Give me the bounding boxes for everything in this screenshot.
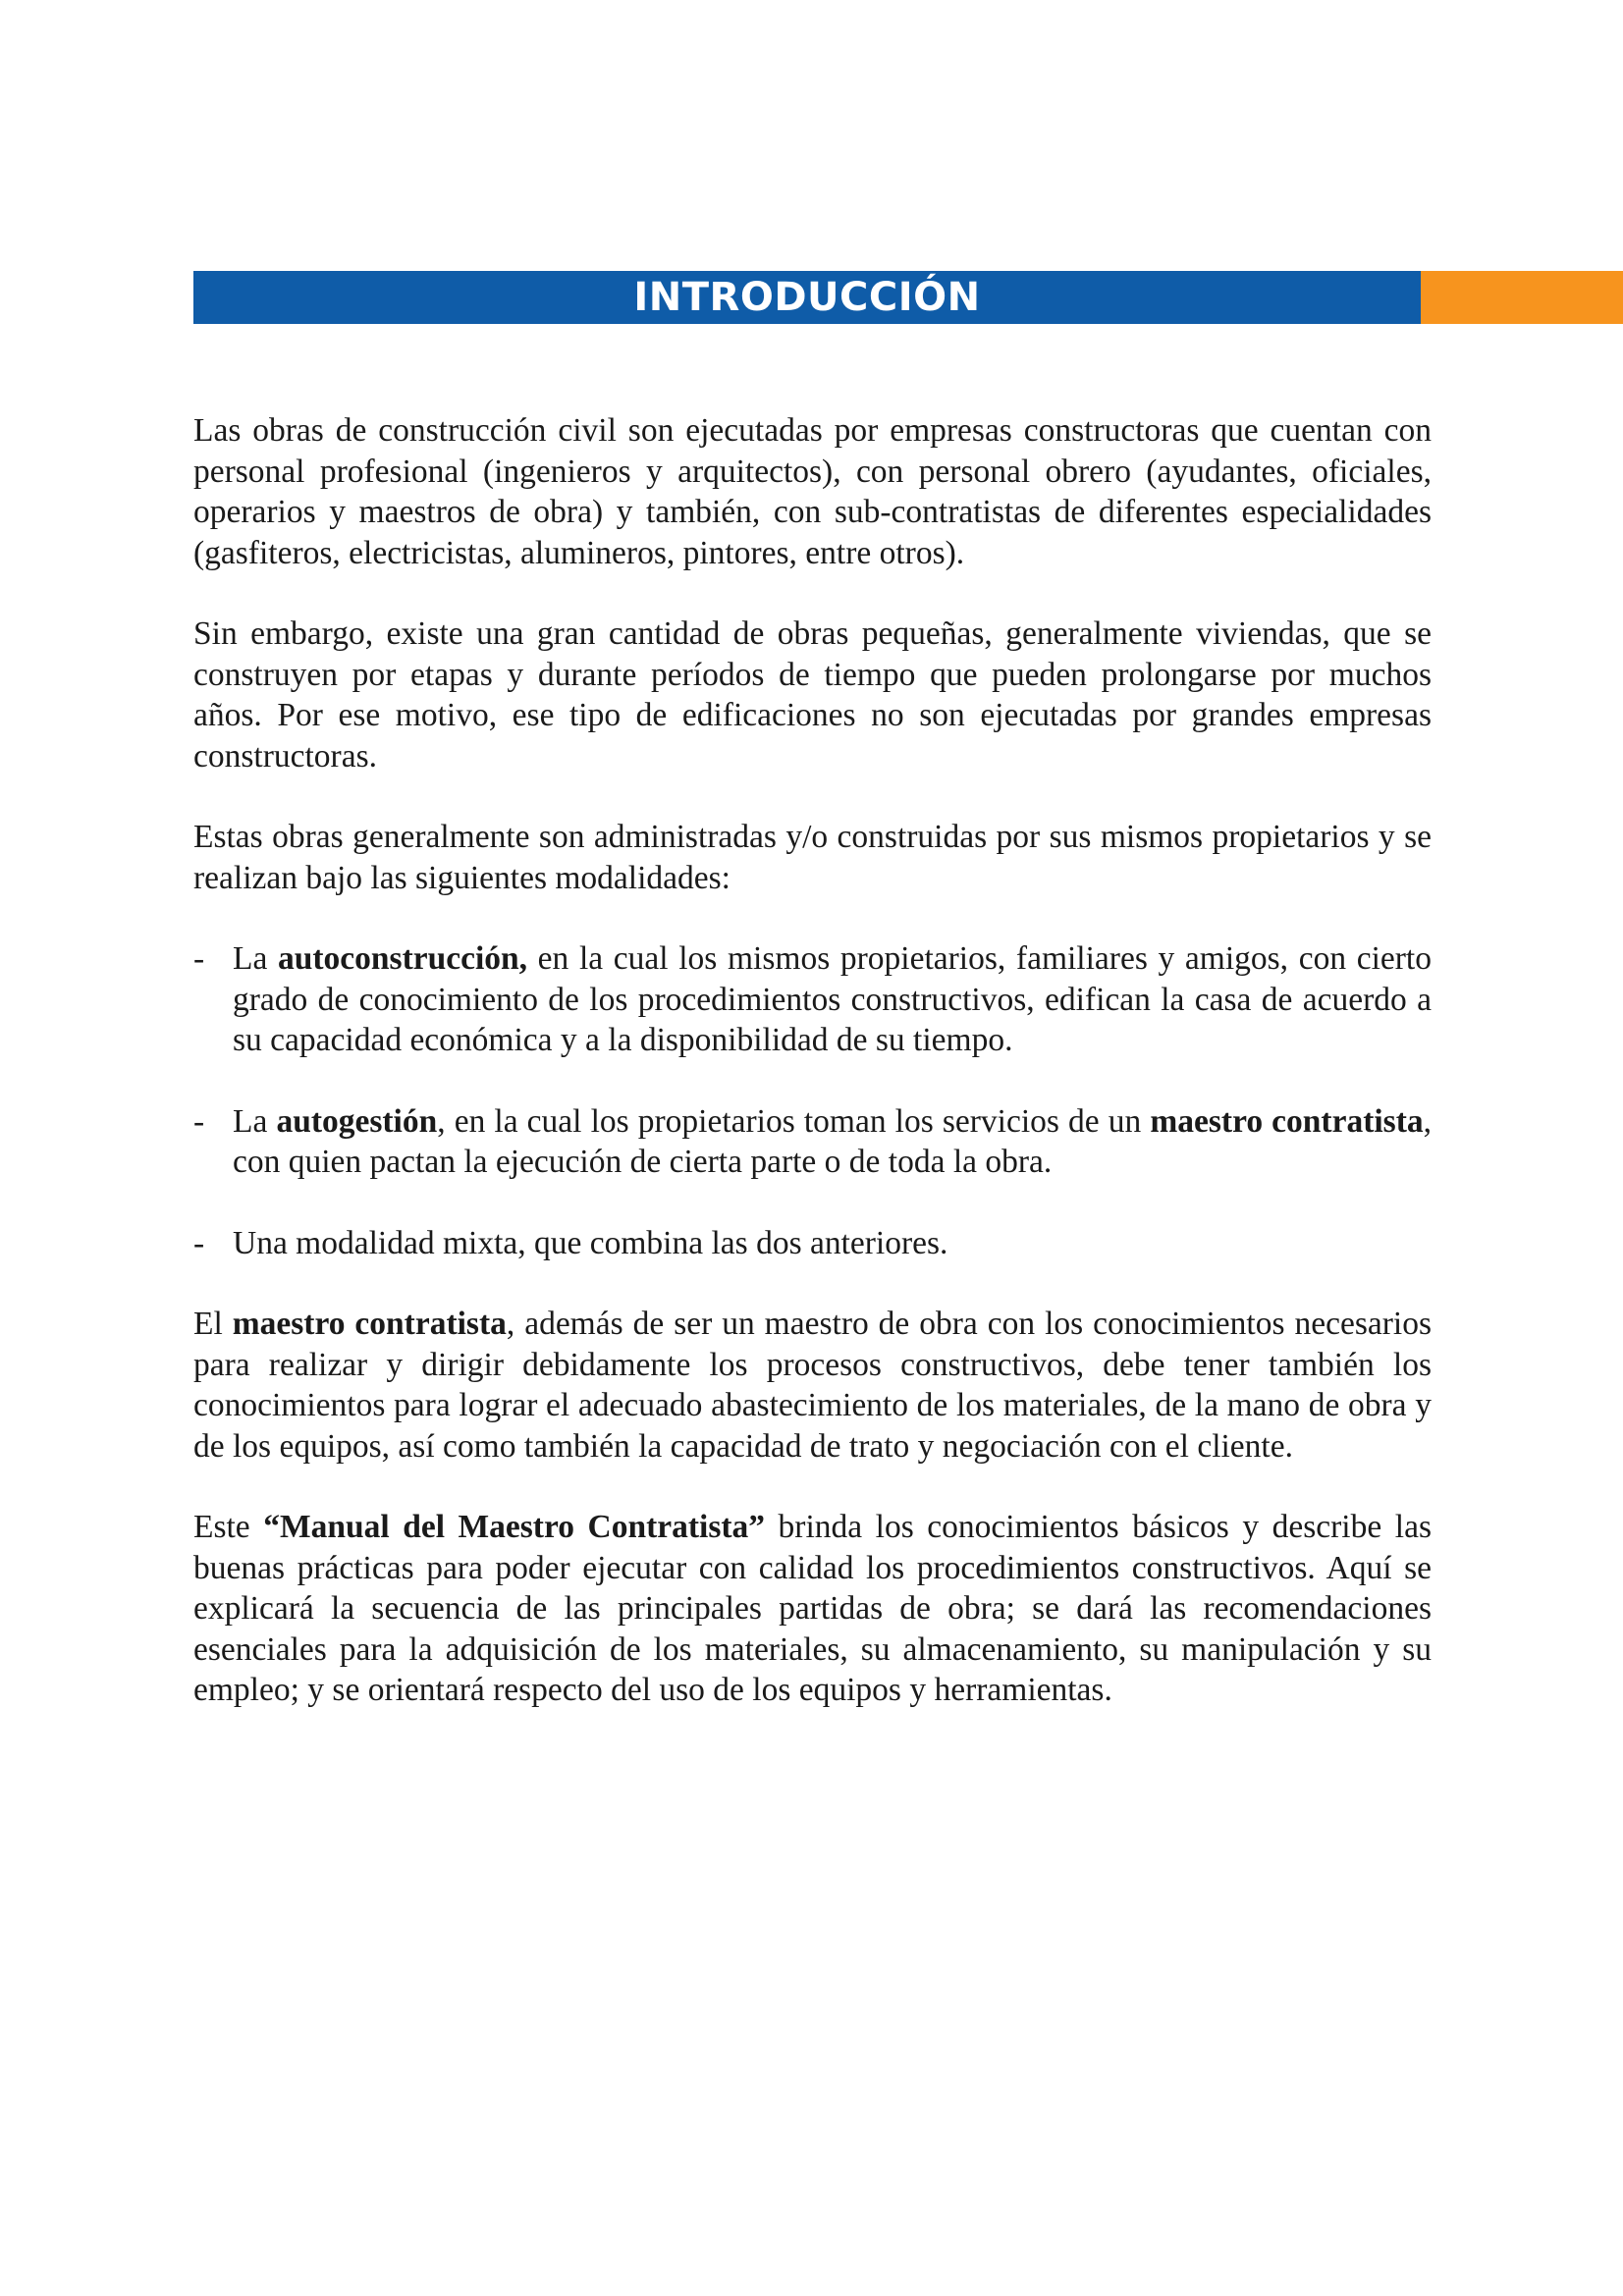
bullet-1-text: en la cual los mismos propietarios, familiares y amigos, con cierto grado de conocimiento de los procedimientos constructivos, edifican la casa de acuerdo a su capacidad económica y a la disponibilidad de su tiempo. (233, 940, 1432, 1058)
list-item (193, 938, 1432, 1061)
paragraph-3: Estas obras generalmente son administradas y/o construidas por sus mismos propietarios y se realizan bajo las siguientes modalidades: (193, 819, 1432, 896)
paragraph-4-term: maestro contratista (232, 1306, 507, 1342)
bullet-2-mid: , en la cual los propietarios toman los servicios de un (437, 1102, 1151, 1140)
list-item (193, 1223, 1432, 1264)
section-header-band (193, 271, 1421, 324)
bullet-2-term-2: maestro contratista (1150, 1102, 1424, 1140)
bullet-1-term: autoconstrucción, (278, 940, 528, 977)
bullet-1-pre: La (233, 940, 278, 977)
bullet-3-text: Una modalidad mixta, que combina las dos anteriores. (233, 1224, 948, 1261)
paragraph-4-text: , además de ser un maestro de obra con los conocimientos necesarios para realizar y dirigir debidamente los procesos constructivos, debe tener también los conocimientos para lograr el adecuado abastecimiento de los materiales, de la mano de obra y de los equipos, así como también la capacidad de trato y negociación con el cliente. (193, 1306, 1432, 1465)
paragraph-5-text: brinda los conocimientos básicos y describe las buenas prácticas para poder ejecutar con calidad los procedimientos constructivos. Aquí se explicará la secuencia de las principales partidas de obra; se dará las recomendaciones esenciales para la adquisición de los materiales, su almacenamiento, su manipulación y su empleo; y se orientará respecto del uso de los equipos y herramientas. (193, 1509, 1432, 1708)
list-dash: - (193, 1224, 205, 1261)
list-item (193, 1101, 1432, 1183)
paragraph-2: Sin embargo, existe una gran cantidad de obras pequeñas, generalmente viviendas, que se construyen por etapas y durante períodos de tiempo que pueden prolongarse por muchos años. Por ese motivo, ese tipo de edificaciones no son ejecutadas por grandes empresas constructoras. (193, 615, 1432, 774)
paragraph-5 (193, 1507, 1432, 1711)
page-title: INTRODUCCIÓN (633, 275, 981, 320)
paragraph-4 (193, 1304, 1432, 1467)
paragraph-5-title: “Manual del Maestro Contratista” (263, 1509, 766, 1545)
bullet-2-pre: La (233, 1102, 277, 1140)
paragraph-4-pre: El (193, 1306, 233, 1342)
list-dash: - (193, 1102, 205, 1140)
list-dash: - (193, 940, 205, 977)
header-accent-bar (1421, 271, 1623, 324)
document-body (193, 410, 1432, 1751)
paragraph-5-pre: Este (193, 1509, 264, 1545)
bullet-2-term: autogestión (276, 1102, 438, 1140)
bullet-2-text: , con quien pactan la ejecución de cierta parte o de toda la obra. (233, 1102, 1432, 1180)
paragraph-1: Las obras de construcción civil son ejecutadas por empresas constructoras que cuentan con personal profesional (ingenieros y arquitectos), con personal obrero (ayudantes, oficiales, operarios y maestros de obra) y también, con sub-contratistas de diferentes especialidades (gasfiteros, electricistas, alumineros, pintores, entre otros). (193, 412, 1432, 571)
